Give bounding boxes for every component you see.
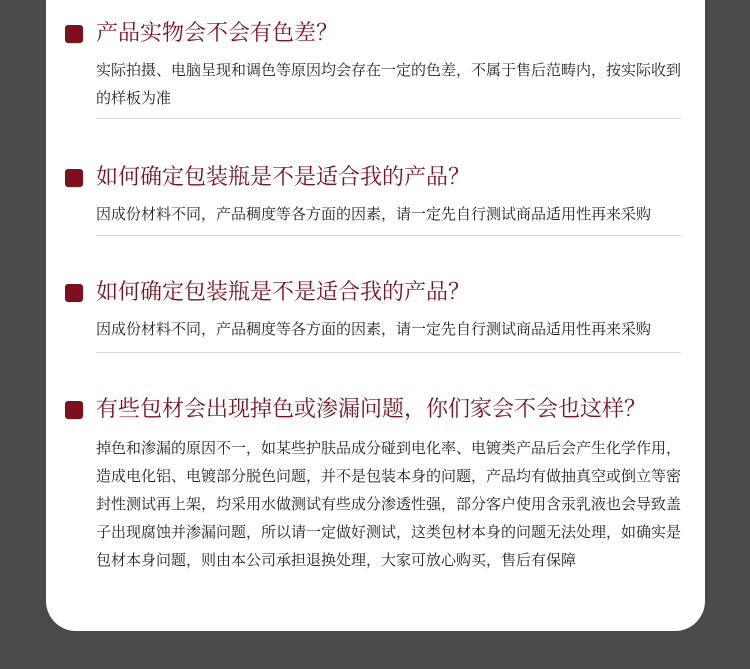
faq-question: 如何确定包装瓶是不是适合我的产品？ <box>96 165 471 190</box>
square-bullet-icon <box>65 25 83 43</box>
faq-answer: 掉色和渗漏的原因不一，如某些护肤品成分碰到电化率、电镀类产品后会产生化学作用，造成电化铝、电镀部分脱色问题，并不是包装本身的问题，产品均有做抽真空或倒立等密封性测试再上架，均采用水做测试有些成分渗透性强，部分客户使用含汞乳液也会导致盖子出现腐蚀并渗漏问题，所以请一定做好测试，这类包材本身的问题无法处理，如确实是包材本身问题，则由本公司承担退换处理，大家可放心购买，售后有保障 <box>96 439 682 569</box>
faq-item <box>46 275 705 338</box>
faq-question: 有些包材会出现掉色或渗漏问题，你们家会不会也这样？ <box>96 397 647 422</box>
faq-question: 产品实物会不会有色差？ <box>96 21 339 46</box>
faq-item <box>46 392 705 569</box>
faq-question-row <box>46 392 705 428</box>
divider <box>96 118 681 119</box>
faq-item <box>46 16 705 107</box>
square-bullet-icon <box>65 401 83 419</box>
square-bullet-icon <box>65 284 83 302</box>
divider <box>96 352 681 353</box>
faq-answer: 实际拍摄、电脑呈现和调色等原因均会存在一定的色差，不属于售后范畴内，按实际收到的样板为准 <box>96 61 682 107</box>
square-bullet-icon <box>65 169 83 187</box>
faq-answer: 因成份材料不同，产品稠度等各方面的因素，请一定先自行测试商品适用性再来采购 <box>96 320 652 338</box>
divider <box>96 235 681 236</box>
faq-question: 如何确定包装瓶是不是适合我的产品？ <box>96 280 471 305</box>
faq-question-row <box>46 16 705 52</box>
faq-answer: 因成份材料不同，产品稠度等各方面的因素，请一定先自行测试商品适用性再来采购 <box>96 205 652 223</box>
faq-item <box>46 160 705 223</box>
faq-question-row <box>46 160 705 196</box>
faq-card <box>46 0 705 631</box>
faq-question-row <box>46 275 705 311</box>
